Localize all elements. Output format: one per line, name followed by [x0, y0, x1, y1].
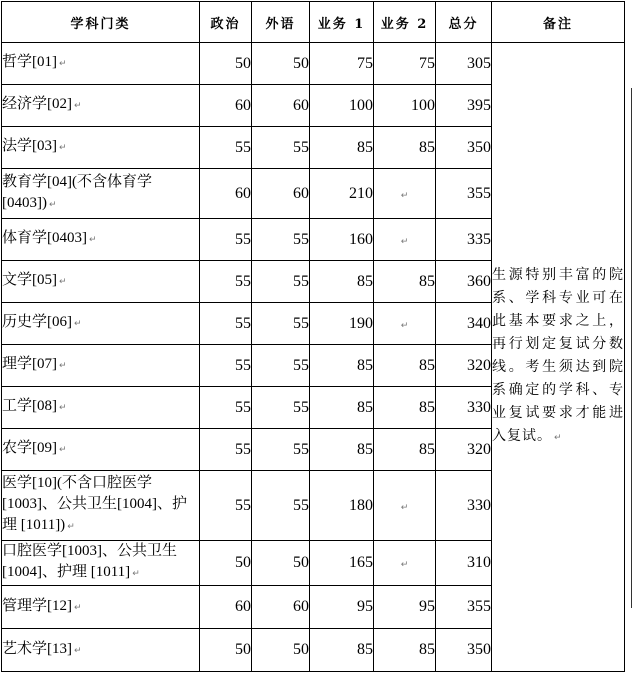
row-end-mark: ↵ — [132, 569, 140, 579]
foreign-language-score — [252, 261, 310, 303]
subject-name: 医学[10](不含口腔医学[1003]、公共卫生[1004]、护理 [1011]) — [2, 475, 187, 533]
header-business-2: 业务 2 — [374, 2, 436, 43]
total-score — [436, 629, 492, 672]
foreign-language-score — [252, 541, 310, 586]
politics-score — [200, 629, 252, 672]
politics-score — [200, 471, 252, 541]
total-score-value: 340 — [467, 314, 491, 332]
subject-name: 体育学[0403] — [2, 230, 87, 246]
foreign-language-score — [252, 303, 310, 345]
subject-name: 哲学[01] — [2, 54, 57, 70]
header-politics: 政治 — [200, 2, 252, 43]
header-row — [2, 2, 625, 43]
empty-cell-mark: ↵ — [400, 560, 409, 570]
total-score — [436, 345, 492, 387]
foreign-language-score — [252, 629, 310, 672]
subject-cell — [2, 586, 200, 629]
business-1-score-value: 95 — [357, 598, 373, 615]
total-score-value: 335 — [467, 230, 491, 248]
remark-end-mark: ↵ — [554, 433, 563, 443]
table-right-edge — [631, 88, 632, 608]
business-1-score-value: 180 — [349, 496, 373, 514]
total-score-value: 320 — [467, 440, 491, 458]
total-score — [436, 387, 492, 429]
politics-score — [200, 345, 252, 387]
subject-name: 口腔医学[1003]、公共卫生 [1004]、护理 [1011] — [2, 543, 177, 580]
business-2-score-value: 85 — [419, 641, 435, 658]
subject-cell — [2, 127, 200, 169]
business-2-score-value: 85 — [419, 138, 435, 156]
politics-score-value: 55 — [235, 138, 251, 156]
politics-score — [200, 429, 252, 471]
politics-score-value: 55 — [235, 496, 251, 514]
subject-name: 教育学[04](不含体育学[0403]) — [2, 173, 152, 211]
subject-cell — [2, 471, 200, 541]
foreign-language-score — [252, 586, 310, 629]
business-1-score-value: 85 — [357, 138, 373, 156]
foreign-language-score — [252, 127, 310, 169]
business-2-score — [374, 541, 436, 586]
row-end-mark: ↵ — [59, 445, 67, 455]
total-score-value: 355 — [467, 184, 491, 202]
row-end-mark: ↵ — [89, 235, 97, 245]
subject-name: 艺术学[13] — [2, 640, 72, 657]
empty-cell-mark: ↵ — [400, 502, 409, 513]
foreign-language-score-value: 55 — [293, 398, 309, 416]
foreign-language-score — [252, 169, 310, 219]
total-score-value: 320 — [467, 356, 491, 374]
foreign-language-score — [252, 429, 310, 471]
business-1-score — [310, 261, 374, 303]
empty-cell-mark: ↵ — [400, 320, 409, 331]
total-score-value: 330 — [467, 398, 491, 416]
politics-score — [200, 169, 252, 219]
foreign-language-score — [252, 387, 310, 429]
subject-cell — [2, 85, 200, 127]
business-2-score — [374, 586, 436, 629]
total-score-value: 360 — [467, 272, 491, 290]
politics-score — [200, 219, 252, 261]
row-end-mark: ↵ — [67, 522, 75, 532]
business-2-score-value: 85 — [419, 356, 435, 374]
subject-cell — [2, 261, 200, 303]
total-score — [436, 541, 492, 586]
total-score — [436, 127, 492, 169]
total-score-value: 355 — [467, 598, 491, 615]
subject-cell — [2, 43, 200, 85]
politics-score-value: 55 — [235, 272, 251, 290]
foreign-language-score-value: 55 — [293, 440, 309, 458]
business-1-score — [310, 169, 374, 219]
total-score — [436, 43, 492, 85]
total-score — [436, 303, 492, 345]
subject-cell — [2, 345, 200, 387]
politics-score-value: 55 — [235, 230, 251, 248]
business-1-score — [310, 471, 374, 541]
foreign-language-score — [252, 471, 310, 541]
remark-text: 生源特别丰富的院系、学科专业可在此基本要求之上，再行划定复试分数线。考生须达到院系确定的学科、专业复试要求才能进入复试。 — [492, 267, 624, 444]
subject-name: 理学[07] — [2, 356, 57, 372]
politics-score-value: 50 — [235, 554, 251, 571]
foreign-language-score — [252, 345, 310, 387]
business-1-score-value: 190 — [349, 314, 373, 332]
foreign-language-score-value: 50 — [293, 554, 309, 571]
total-score-value: 350 — [467, 641, 491, 658]
politics-score-value: 50 — [235, 641, 251, 658]
total-score — [436, 219, 492, 261]
foreign-language-score-value: 60 — [293, 184, 309, 202]
business-1-score-value: 100 — [349, 96, 373, 114]
politics-score — [200, 586, 252, 629]
business-2-score-value: 85 — [419, 272, 435, 290]
business-2-score — [374, 219, 436, 261]
subject-cell — [2, 387, 200, 429]
business-1-score-value: 160 — [349, 230, 373, 248]
foreign-language-score-value: 60 — [293, 598, 309, 615]
business-1-score — [310, 219, 374, 261]
total-score — [436, 586, 492, 629]
header-business-1: 业务 1 — [310, 2, 374, 43]
business-2-score-value: 85 — [419, 398, 435, 416]
row-end-mark: ↵ — [59, 403, 67, 413]
total-score — [436, 429, 492, 471]
empty-cell-mark: ↵ — [400, 190, 409, 201]
subject-name: 法学[03] — [2, 138, 57, 154]
business-1-score — [310, 43, 374, 85]
subject-name: 管理学[12] — [2, 597, 72, 614]
business-2-score-value: 85 — [419, 440, 435, 458]
politics-score-value: 55 — [235, 314, 251, 332]
business-1-score-value: 85 — [357, 272, 373, 290]
subject-cell — [2, 169, 200, 219]
foreign-language-score-value: 55 — [293, 496, 309, 514]
subject-name: 文学[05] — [2, 272, 57, 288]
business-1-score — [310, 345, 374, 387]
subject-name: 历史学[06] — [2, 314, 72, 330]
business-1-score-value: 85 — [357, 356, 373, 374]
politics-score-value: 60 — [235, 184, 251, 202]
business-1-score — [310, 85, 374, 127]
subject-name: 农学[09] — [2, 440, 57, 456]
total-score — [436, 85, 492, 127]
row-end-mark: ↵ — [74, 101, 82, 111]
foreign-language-score-value: 50 — [293, 641, 309, 658]
business-1-score-value: 85 — [357, 440, 373, 458]
row-end-mark: ↵ — [74, 319, 82, 329]
foreign-language-score-value: 55 — [293, 356, 309, 374]
business-2-score-value: 75 — [419, 54, 435, 72]
row-end-mark: ↵ — [49, 199, 57, 210]
politics-score — [200, 43, 252, 85]
business-1-score — [310, 629, 374, 672]
subject-cell — [2, 429, 200, 471]
foreign-language-score — [252, 85, 310, 127]
politics-score — [200, 387, 252, 429]
total-score — [436, 261, 492, 303]
politics-score-value: 60 — [235, 96, 251, 114]
politics-score-value: 60 — [235, 598, 251, 615]
business-1-score-value: 75 — [357, 54, 373, 72]
foreign-language-score-value: 55 — [293, 314, 309, 332]
business-2-score-value: 95 — [419, 598, 435, 615]
foreign-language-score-value: 55 — [293, 272, 309, 290]
subject-cell — [2, 303, 200, 345]
total-score — [436, 471, 492, 541]
politics-score — [200, 541, 252, 586]
score-line-table — [1, 1, 625, 672]
table-row — [2, 43, 625, 85]
header-remark: 备注 — [492, 2, 625, 43]
total-score — [436, 169, 492, 219]
row-end-mark: ↵ — [74, 645, 82, 656]
remark-cell — [492, 43, 625, 672]
business-2-score — [374, 85, 436, 127]
business-2-score — [374, 345, 436, 387]
subject-name: 经济学[02] — [2, 96, 72, 112]
empty-cell-mark: ↵ — [400, 236, 409, 247]
row-end-mark: ↵ — [74, 602, 82, 613]
row-end-mark: ↵ — [59, 143, 67, 153]
business-2-score — [374, 43, 436, 85]
foreign-language-score-value: 55 — [293, 138, 309, 156]
business-2-score — [374, 127, 436, 169]
foreign-language-score-value: 55 — [293, 230, 309, 248]
politics-score-value: 55 — [235, 440, 251, 458]
business-1-score-value: 85 — [357, 398, 373, 416]
business-2-score — [374, 429, 436, 471]
business-1-score-value: 165 — [349, 554, 373, 571]
row-end-mark: ↵ — [59, 361, 67, 371]
foreign-language-score-value: 60 — [293, 96, 309, 114]
header-subject: 学科门类 — [2, 2, 200, 43]
business-2-score — [374, 169, 436, 219]
business-2-score-value: 100 — [411, 96, 435, 114]
politics-score-value: 55 — [235, 398, 251, 416]
header-foreign-language: 外语 — [252, 2, 310, 43]
business-1-score — [310, 541, 374, 586]
row-end-mark: ↵ — [59, 277, 67, 287]
total-score-value: 395 — [467, 96, 491, 114]
business-1-score — [310, 127, 374, 169]
politics-score — [200, 127, 252, 169]
business-1-score-value: 85 — [357, 641, 373, 658]
subject-name: 工学[08] — [2, 398, 57, 414]
business-2-score — [374, 629, 436, 672]
total-score-value: 310 — [467, 554, 491, 571]
subject-cell — [2, 541, 200, 586]
subject-cell — [2, 219, 200, 261]
politics-score — [200, 85, 252, 127]
total-score-value: 350 — [467, 138, 491, 156]
foreign-language-score-value: 50 — [293, 54, 309, 72]
business-2-score — [374, 261, 436, 303]
business-2-score — [374, 303, 436, 345]
subject-cell — [2, 629, 200, 672]
business-2-score — [374, 471, 436, 541]
politics-score-value: 55 — [235, 356, 251, 374]
total-score-value: 330 — [467, 496, 491, 514]
business-1-score — [310, 429, 374, 471]
politics-score — [200, 261, 252, 303]
business-1-score-value: 210 — [349, 184, 373, 202]
row-end-mark: ↵ — [59, 59, 67, 69]
total-score-value: 305 — [467, 54, 491, 72]
header-total: 总分 — [436, 2, 492, 43]
business-1-score — [310, 303, 374, 345]
politics-score — [200, 303, 252, 345]
business-1-score — [310, 387, 374, 429]
business-2-score — [374, 387, 436, 429]
politics-score-value: 50 — [235, 54, 251, 72]
foreign-language-score — [252, 43, 310, 85]
business-1-score — [310, 586, 374, 629]
foreign-language-score — [252, 219, 310, 261]
